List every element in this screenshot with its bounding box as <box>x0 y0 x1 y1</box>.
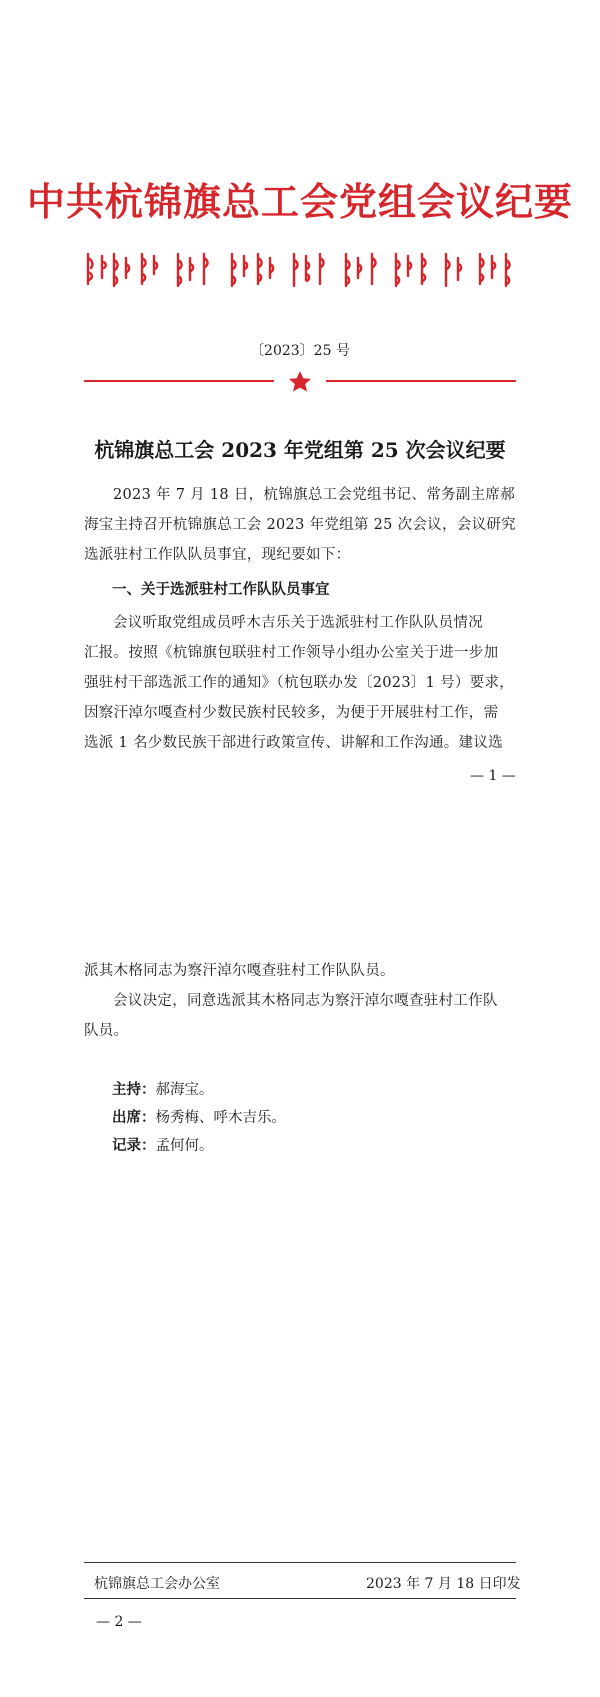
footer-issue-date: 2023 年 7 月 18 日印发 <box>366 1576 521 1592</box>
decision-line-1: 会议决定，同意选派其木格同志为察汗淖尔嘎查驻村工作队 <box>113 993 498 1009</box>
intro-line-1: 2023 年 7 月 18 日，杭锦旗总工会党组书记、常务副主席郝 <box>113 487 516 503</box>
intro-line-2: 海宝主持召开杭锦旗总工会 2023 年党组第 25 次会议，会议研究 <box>84 517 516 533</box>
intro-line-3: 选派驻村工作队队员事宜，现纪要如下： <box>84 547 351 563</box>
page-number-1: — 1 — <box>470 768 516 784</box>
section-1-line-2: 汇报。按照《杭锦旗包联驻村工作领导小组办公室关于进一步加 <box>84 645 499 661</box>
signature-attendees-label: 出席： <box>112 1110 156 1126</box>
footer-bottom-rule <box>84 1598 516 1599</box>
mongolian-script-strip <box>82 248 518 292</box>
signature-host-value: 郝海宝。 <box>155 1082 214 1098</box>
signature-attendees-value: 杨秀梅、呼木吉乐。 <box>155 1110 286 1126</box>
page-number-2: — 2 — <box>96 1614 142 1630</box>
letterhead-title: 中共杭锦旗总工会党组会议纪要 <box>26 180 573 224</box>
section-1-title: 一、关于选派驻村工作队队员事宜 <box>112 582 330 598</box>
section-1-line-3: 强驻村干部选派工作的通知》（杭包联办发〔2023〕1 号）要求， <box>84 675 515 691</box>
document-heading: 杭锦旗总工会 2023 年党组第 25 次会议纪要 <box>94 438 506 462</box>
red-star-divider <box>84 370 516 392</box>
continued-line: 派其木格同志为察汗淖尔嘎查驻村工作队队员。 <box>84 963 395 979</box>
section-1-line-4: 因察汗淖尔嘎查村少数民族村民较多，为便于开展驻村工作，需 <box>84 705 499 721</box>
section-1-line-5: 选派 1 名少数民族干部进行政策宣传、讲解和工作沟通。建议选 <box>84 735 503 751</box>
footer-issuer: 杭锦旗总工会办公室 <box>94 1576 220 1592</box>
signature-recorder-label: 记录： <box>112 1138 156 1154</box>
decision-line-2: 队员。 <box>84 1023 129 1039</box>
signature-host-label: 主持： <box>112 1082 156 1098</box>
signature-recorder-value: 孟何何。 <box>155 1138 214 1154</box>
signature-attendees <box>112 1106 286 1127</box>
document-number: 〔2023〕25 号 <box>250 343 350 359</box>
star-icon <box>289 371 311 392</box>
section-1-line-1: 会议听取党组成员呼木吉乐关于选派驻村工作队队员情况 <box>113 615 483 631</box>
signature-host <box>112 1078 214 1099</box>
footer-top-rule <box>84 1562 516 1563</box>
signature-recorder <box>112 1134 214 1155</box>
